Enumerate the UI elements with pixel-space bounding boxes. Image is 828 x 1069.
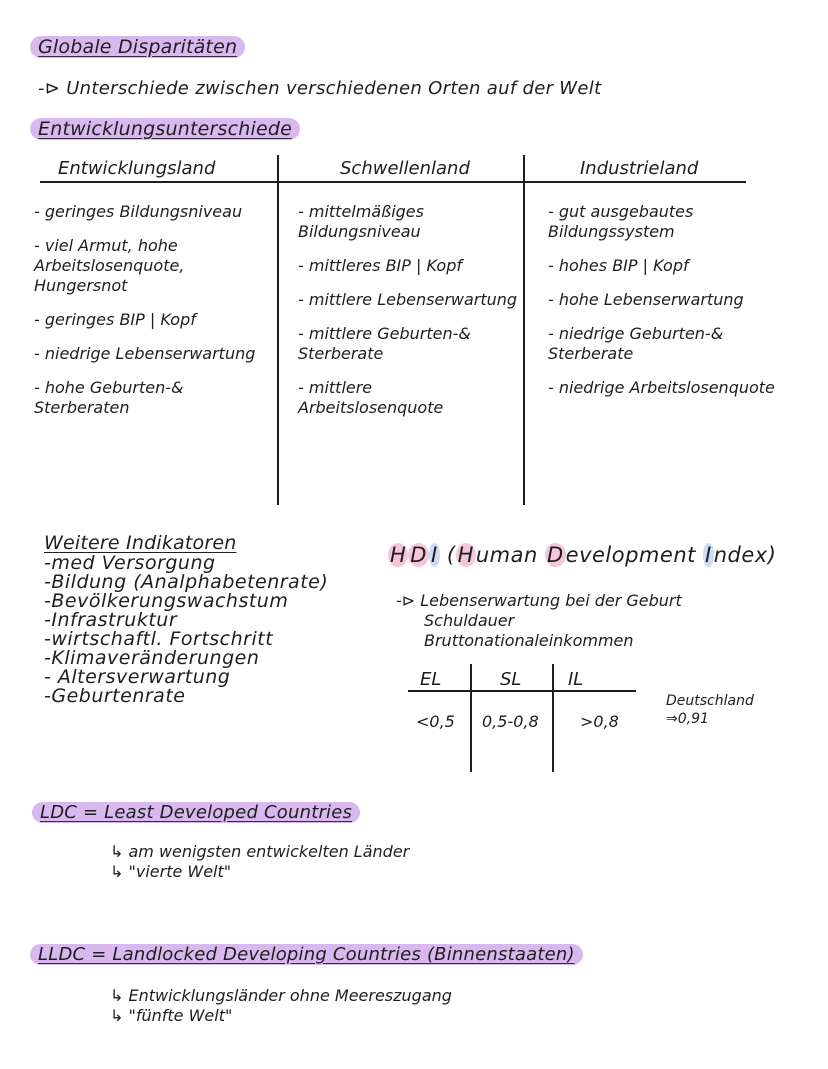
list-item: - mittleres BIP | Kopf (298, 256, 462, 275)
list-item: -Bevölkerungswachstum (44, 590, 289, 612)
list-item: - niedrige Arbeitslosenquote (548, 378, 775, 397)
hdi-value-il: >0,8 (580, 712, 619, 731)
table-divider-2 (523, 155, 525, 505)
page-title: Globale Disparitäten (30, 36, 245, 58)
lldc-notes (110, 986, 452, 1026)
ldc-notes (110, 842, 409, 882)
header-schwellenland: Schwellenland (340, 158, 470, 179)
hdi-i-rest: ndex) (713, 543, 777, 567)
ldc-line: ↳ "vierte Welt" (110, 862, 232, 881)
hdi-header-sl: SL (500, 669, 522, 690)
column-schwellenland (298, 202, 520, 432)
table-divider-1 (277, 155, 279, 505)
table-header-line (40, 181, 746, 183)
lldc-line: ↳ "fünfte Welt" (110, 1006, 233, 1025)
list-item: - hohe Lebenserwartung (548, 290, 744, 309)
list-item: - hohes BIP | Kopf (548, 256, 689, 275)
hdi-table-line (408, 690, 636, 692)
list-item: - mittlere Geburten-& Sterberate (298, 324, 471, 363)
list-item: -med Versorgung (44, 552, 216, 574)
hdi-abbr-d: D (410, 543, 427, 567)
list-item: - hohe Geburten-& Sterberaten (34, 378, 184, 417)
hdi-line: -⊳ Lebenserwartung bei der Geburt (396, 591, 682, 610)
header-industrieland: Industrieland (580, 158, 699, 179)
lldc-heading: LLDC = Landlocked Developing Countries (Binnenstaaten) (30, 944, 583, 965)
hdi-components (396, 591, 682, 651)
hdi-abbr-h: H (390, 543, 407, 567)
hdi-title (388, 543, 776, 567)
list-item: - geringes Bildungsniveau (34, 202, 243, 221)
hdi-table-divider-2 (552, 664, 554, 772)
list-item: -Bildung (Analphabetenrate) (44, 571, 329, 593)
hdi-h: H (457, 543, 474, 567)
list-item: -Infrastruktur (44, 609, 178, 631)
section-heading-development: Entwicklungsunterschiede (30, 118, 300, 140)
list-item: - geringes BIP | Kopf (34, 310, 196, 329)
hdi-d-rest: evelopment (565, 543, 704, 567)
hdi-value-el: <0,5 (416, 712, 455, 731)
germany-label: Deutschland (666, 693, 754, 709)
list-item: - niedrige Lebenserwartung (34, 344, 256, 363)
hdi-open: ( (446, 543, 456, 567)
hdi-i: I (705, 543, 712, 567)
ldc-line: ↳ am wenigsten entwickelten Länder (110, 842, 410, 861)
hdi-value-sl: 0,5-0,8 (482, 712, 539, 731)
column-entwicklungsland (34, 202, 272, 432)
hdi-header-el: EL (420, 669, 442, 690)
hdi-abbr-i: I (430, 543, 438, 567)
list-item: - mittlere Arbeitslosenquote (298, 378, 444, 417)
hdi-line: Bruttonationaleinkommen (424, 631, 634, 650)
list-item: - niedrige Geburten-& Sterberate (548, 324, 724, 363)
lldc-line: ↳ Entwicklungsländer ohne Meereszugang (110, 986, 452, 1005)
list-item: - mittelmäßiges Bildungsniveau (298, 202, 424, 241)
list-item: -Geburtenrate (44, 685, 186, 707)
germany-note (666, 692, 754, 728)
hdi-d: D (546, 543, 564, 567)
indicators-heading: Weitere Indikatoren (44, 532, 237, 554)
hdi-h-rest: uman (475, 543, 545, 567)
list-item: - viel Armut, hohe Arbeitslosenquote, Hungersnot (34, 236, 185, 295)
definition-text: -⊳ Unterschiede zwischen verschiedenen Orten auf der Welt (38, 78, 602, 99)
hdi-table-divider-1 (470, 664, 472, 772)
column-industrieland (548, 202, 778, 412)
list-item: - mittlere Lebenserwartung (298, 290, 518, 309)
list-item: -Klimaveränderungen (44, 647, 260, 669)
list-item: - Altersverwartung (44, 666, 231, 688)
germany-value: ⇒0,91 (666, 711, 709, 727)
hdi-line: Schuldauer (424, 611, 515, 630)
list-item: - gut ausgebautes Bildungssystem (548, 202, 694, 241)
header-entwicklungsland: Entwicklungsland (58, 158, 216, 179)
ldc-heading: LDC = Least Developed Countries (32, 802, 360, 823)
indicators-block (44, 532, 328, 706)
hdi-header-il: IL (568, 669, 584, 690)
list-item: -wirtschaftl. Fortschritt (44, 628, 274, 650)
